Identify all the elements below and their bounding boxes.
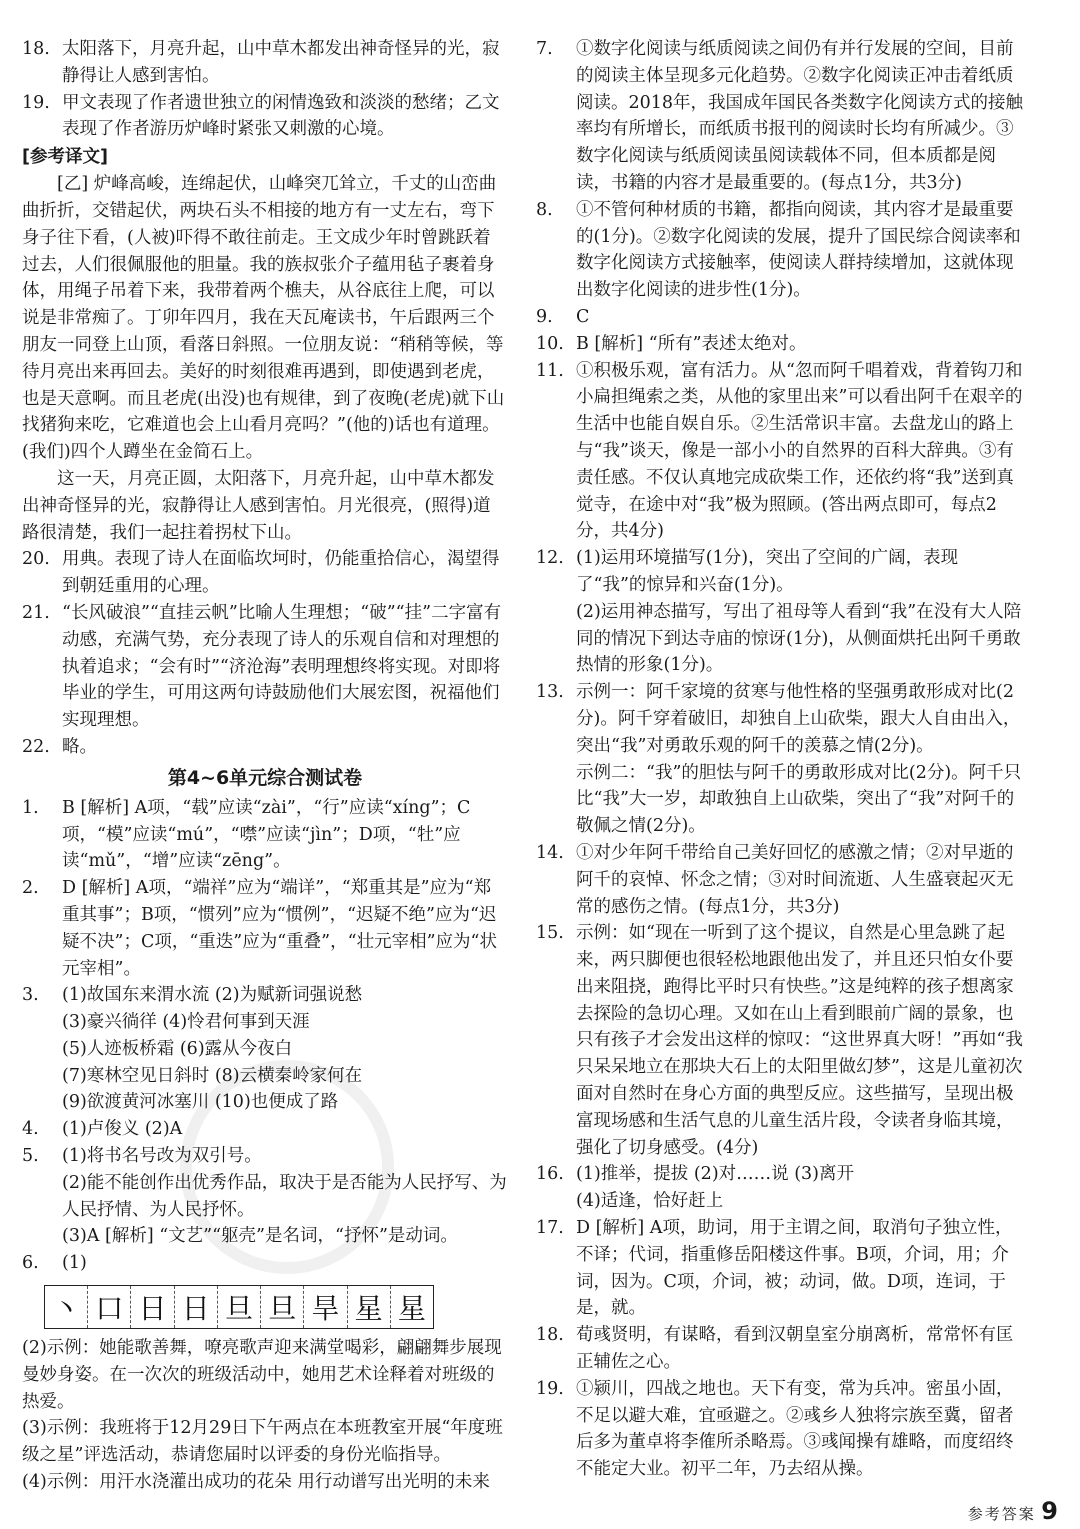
answer-item bbox=[22, 546, 508, 600]
item-number: 18. bbox=[536, 1325, 564, 1346]
stroke-cell: 旦 bbox=[261, 1286, 304, 1328]
answer-item bbox=[22, 875, 508, 982]
sub-answer: (4)适逢，恰好赶上 bbox=[576, 1191, 724, 1212]
stroke-cell: 星 bbox=[397, 1292, 426, 1326]
sub-answer: (3)豪兴徜徉 (4)怜君何事到天涯 bbox=[62, 1012, 310, 1033]
item-text: C bbox=[576, 306, 590, 327]
item-number: 20. bbox=[22, 549, 50, 570]
item-number: 21. bbox=[22, 602, 50, 623]
answer-item bbox=[22, 734, 508, 761]
sub-answer: (9)欲渡黄河冰塞川 (10)也便成了路 bbox=[62, 1092, 339, 1113]
item-number: 3. bbox=[22, 985, 39, 1006]
item-number: 16. bbox=[536, 1164, 564, 1185]
item-number: 18. bbox=[22, 39, 50, 59]
answer-item bbox=[22, 795, 508, 875]
answer-item bbox=[536, 1161, 1024, 1215]
item-number: 11. bbox=[536, 360, 564, 381]
item-number: 4. bbox=[22, 1119, 39, 1140]
item-text: 太阳落下，月亮升起，山中草木都发出神奇怪异的光，寂静得让人感到害怕。 bbox=[62, 39, 500, 86]
item-text: “长风破浪”“直挂云帆”比喻人生理想；“破”“挂”二字富有动感，充满气势，充分表现了诗人的乐观自信和对理想的执着追求；“会有时”“济沧海”表明理想终将实现。对即将毕业的学生，可用这两句诗鼓励他们大展宏图，祝福他们实现理想。 bbox=[62, 602, 502, 731]
item-text: 用典。表现了诗人在面临坎坷时，仍能重拾信心，渴望得到朝廷重用的心理。 bbox=[62, 549, 500, 597]
page-footer bbox=[968, 1497, 1058, 1525]
item-number: 19. bbox=[22, 92, 50, 113]
sub-answer: (1)运用环境描写(1分)，突出了空间的广阔，表现了“我”的惊异和兴奋(1分)。 bbox=[576, 548, 959, 595]
reference-translation-paragraph: 这一天，月亮正圆，太阳落下，月亮升起，山中草木都发出神奇怪异的光，寂静得让人感到害怕。月光很亮，(照得)道路很清楚，我们一起拄着拐杖下山。 bbox=[22, 468, 495, 543]
item-text bbox=[576, 545, 1024, 679]
answer-item bbox=[536, 358, 1024, 546]
item-text: ①颍川，四战之地也。天下有变，常为兵冲。密虽小固，不足以避大难，宜亟避之。②彧乡人独将宗族至冀，留者后多为董卓将李傕所杀略焉。③彧闻操有雄略，而度绍终不能定大业。初平二年，乃去绍从操。 bbox=[576, 1378, 1014, 1480]
left-column bbox=[22, 36, 508, 1496]
item-text bbox=[62, 1143, 508, 1250]
item-number: 12. bbox=[536, 548, 564, 569]
sub-answer: (7)寒林空见日斜时 (8)云横秦岭家何在 bbox=[62, 1065, 363, 1086]
answer-item bbox=[22, 90, 508, 144]
item-text: D [解析] A项，“端祥”应为“端详”，“郑重其是”应为“郑重其事”；B项，“惯列”应为“惯例”，“迟疑不绝”应为“迟疑不决”；C项，“重迭”应为“重叠”，“壮元宰相”应为“状元宰相”。 bbox=[62, 878, 497, 979]
item-text: 甲文表现了作者遗世独立的闲情逸致和淡淡的愁绪；乙文表现了作者游历炉峰时紧张又刺激的心境。 bbox=[62, 92, 500, 140]
answer-item bbox=[536, 1215, 1024, 1322]
item-text: 荀彧贤明，有谋略，看到汉朝皇室分崩离析，常常怀有匡正辅佐之心。 bbox=[576, 1325, 1014, 1373]
sub-answer: 示例二：“我”的胆怯与阿千的勇敢形成对比(2分)。阿千只比“我”大一岁，却敢独自上山砍柴，突出了“我”对阿千的敬佩之情(2分)。 bbox=[576, 762, 1022, 837]
item-number: 14. bbox=[536, 842, 564, 863]
footer-label: 参考答案 bbox=[967, 1505, 1036, 1523]
item-number: 13. bbox=[536, 682, 564, 703]
answer-item bbox=[536, 1376, 1024, 1483]
item-number: 6. bbox=[22, 1253, 39, 1274]
sub-answer: (5)人迹板桥霜 (6)露从今夜白 bbox=[62, 1038, 293, 1059]
item-text: ①积极乐观，富有活力。从“忽而阿千唱着戏，背着钩刀和小扁担绳索之类，从他的家里出来”可以看出阿千在艰辛的生活中也能自娱自乐。②生活常识丰富。去盘龙山的路上与“我”谈天，像是一部小小的自然界的百科大辞典。③有责任感。不仅认真地完成砍柴工作，还依约将“我”送到真觉寺，在途中对“我”极为照顾。(答出两点即可，每点2分，共4分) bbox=[576, 360, 1023, 542]
item-number: 9. bbox=[536, 306, 553, 327]
item-number: 15. bbox=[536, 923, 564, 944]
item-text bbox=[576, 1161, 1024, 1215]
item-text bbox=[576, 679, 1024, 840]
sub-answer: (2)运用神态描写，写出了祖母等人看到“我”在没有大人陪同的情况下到达寺庙的惊讶(1分)，从侧面烘托出阿千勇敢热情的形象(1分)。 bbox=[576, 601, 1022, 676]
section-title: 第4~6单元综合测试卷 bbox=[167, 766, 363, 789]
page-number: 9 bbox=[1041, 1497, 1058, 1525]
item-text: 略。 bbox=[62, 736, 97, 757]
stroke-cell: 丶 bbox=[45, 1286, 88, 1328]
item-number: 5. bbox=[22, 1146, 39, 1167]
answer-item bbox=[22, 600, 508, 734]
answer-item bbox=[536, 679, 1024, 840]
item-text: B [解析] A项，“载”应读“zài”，“行”应读“xíng”；C项，“模”应读“mú”，“噤”应读“jìn”；D项，“牡”应读“mǔ”，“增”应读“zēng”。 bbox=[62, 797, 471, 872]
item-text: B [解析] “所有”表述太绝对。 bbox=[576, 333, 807, 354]
sub-answer: (4)示例：用汗水浇灌出成功的花朵 用行动谱写出光明的未来 bbox=[22, 1472, 490, 1493]
item-text bbox=[62, 982, 508, 1116]
answer-item bbox=[536, 840, 1024, 920]
item-number: 2. bbox=[22, 878, 39, 899]
item-number: 7. bbox=[536, 39, 553, 59]
item-text: (1)卢俊义 (2)A bbox=[62, 1119, 183, 1140]
answer-item bbox=[536, 36, 1024, 197]
answer-item bbox=[536, 304, 1024, 331]
item-number: 1. bbox=[22, 797, 39, 818]
answer-item bbox=[22, 1116, 508, 1143]
answer-item bbox=[22, 982, 508, 1116]
answer-item bbox=[536, 545, 1024, 679]
answer-item bbox=[22, 36, 508, 90]
item-text: 示例：如“现在一听到了这个提议，自然是心里急跳了起来，两只脚便也很轻松地跟他出发了，并且还只怕女仆要出来阻挠，跑得比平时只有快些。”这是纯粹的孩子想离家去探险的急切心理。又如在山上看到眼前广阔的景象，也只有孩子才会发出这样的惊叹：“这世界真大呀！”再如“我只呆呆地立在那块大石上的太阳里做幻梦”，这是儿童初次面对自然时在身心方面的典型反应。这些描写，呈现出极富现场感和生活气息的儿童生活片段，令读者身临其境，强化了切身感受。(4分) bbox=[576, 923, 1023, 1158]
sub-answer: (2)能不能创作出优秀作品，取决于是否能为人民抒写、为人民抒情、为人民抒怀。 bbox=[62, 1172, 507, 1220]
item-text bbox=[62, 1250, 508, 1277]
sub-answer: (3)示例：我班将于12月29日下午两点在本班教室开展“年度班级之星”评选活动，恭请您届时以评委的身份光临指导。 bbox=[22, 1418, 503, 1466]
answer-item bbox=[536, 197, 1024, 304]
sub-answer: (1)推举，提拔 (2)对……说 (3)离开 bbox=[576, 1164, 854, 1185]
answer-item bbox=[536, 331, 1024, 358]
sub-answer-label: (1) bbox=[62, 1253, 87, 1274]
item-number: 8. bbox=[536, 199, 553, 220]
reference-translation-heading: [参考译文] bbox=[22, 147, 108, 168]
answer-item bbox=[536, 920, 1024, 1161]
answer-item bbox=[22, 1250, 508, 1277]
stroke-cell: 旦 bbox=[218, 1286, 261, 1328]
stroke-cell: 日 bbox=[175, 1286, 218, 1328]
sub-answer: (3)A [解析] “文艺”“躯壳”是名词，“抒怀”是动词。 bbox=[62, 1226, 458, 1247]
item-number: 22. bbox=[22, 736, 50, 757]
answer-item bbox=[22, 1143, 508, 1250]
sub-answer: (1)将书名号改为双引号。 bbox=[62, 1146, 262, 1167]
sub-answer: (1)故国东来渭水流 (2)为赋新词强说愁 bbox=[62, 985, 363, 1006]
item-text: ①对少年阿千带给自己美好回忆的感激之情；②对早逝的阿千的哀悼、怀念之情；③对时间流逝、人生盛衰起灭无常的感伤之情。(每点1分，共3分) bbox=[576, 842, 1014, 917]
answer-item bbox=[536, 1322, 1024, 1376]
stroke-cell: 旱 bbox=[304, 1286, 347, 1328]
item-text: D [解析] A项，助词，用于主谓之间，取消句子独立性，不译；代词，指重修岳阳楼这件事。B项，介词，用；介词，因为。C项，介词，被；动词，做。D项，连词，于是，就。 bbox=[576, 1218, 1013, 1319]
item-text: ①不管何种材质的书籍，都指向阅读，其内容才是最重要的(1分)。②数字化阅读的发展，提升了国民综合阅读率和数字化阅读方式接触率，使阅读人群持续增加，这就体现出数字化阅读的进步性(1分)。 bbox=[576, 199, 1021, 301]
sub-answer: 示例一：阿千家境的贫寒与他性格的坚强勇敢形成对比(2分)。阿千穿着破旧，却独自上山砍柴，跟大人自由出入，突出“我”对勇敢乐观的阿千的羡慕之情(2分)。 bbox=[576, 682, 1021, 756]
item-number: 19. bbox=[536, 1378, 564, 1399]
stroke-order-grid bbox=[44, 1285, 434, 1329]
item-text: ①数字化阅读与纸质阅读之间仍有并行发展的空间，目前的阅读主体呈现多元化趋势。②数字化阅读正冲击着纸质阅读。2018年，我国成年国民各类数字化阅读方式的接触率均有所增长，而纸质书报刊的阅读时长均有所减少。③数字化阅读与纸质阅读虽阅读载体不同，但本质都是阅读，书籍的内容才是最重要的。(每点1分，共3分) bbox=[576, 39, 1024, 193]
item-number: 10. bbox=[536, 333, 564, 354]
stroke-cell: 口 bbox=[88, 1286, 131, 1328]
item-number: 17. bbox=[536, 1218, 564, 1239]
right-column bbox=[536, 36, 1024, 1483]
stroke-cell: 星 bbox=[348, 1286, 391, 1328]
reference-translation-paragraph: [乙] 炉峰高峻，连绵起伏，山峰突兀耸立，千丈的山峦曲曲折折，交错起伏，两块石头不相接的地方有一丈左右，弯下身子往下看，(人被)吓得不敢往前走。王文成少年时曾跳跃着过去，人们很佩服他的胆量。我的族叔张介子蕴用毡子裹着身体，用绳子吊着下来，我带着两个樵夫，从谷底往上爬，可以说是非常痴了。丁卯年四月，我在天瓦庵读书，午后跟两三个朋友一同登上山顶，看落日斜照。一位朋友说：“稍稍等候，等待月亮出来再回去。美好的时刻很难再遇到，即使遇到老虎，也是天意啊。而且老虎(出没)也有规律，到了夜晚(老虎)就下山找猪狗来吃，它难道也会上山看月亮吗？”(他的)话也有道理。(我们)四个人蹲坐在金简石上。 bbox=[22, 174, 505, 463]
sub-answer: (2)示例：她能歌善舞，嘹亮歌声迎来满堂喝彩，翩翩舞步展现曼妙身姿。在一次次的班级活动中，她用艺术诠释着对班级的热爱。 bbox=[22, 1338, 502, 1412]
stroke-cell: 日 bbox=[131, 1286, 174, 1328]
